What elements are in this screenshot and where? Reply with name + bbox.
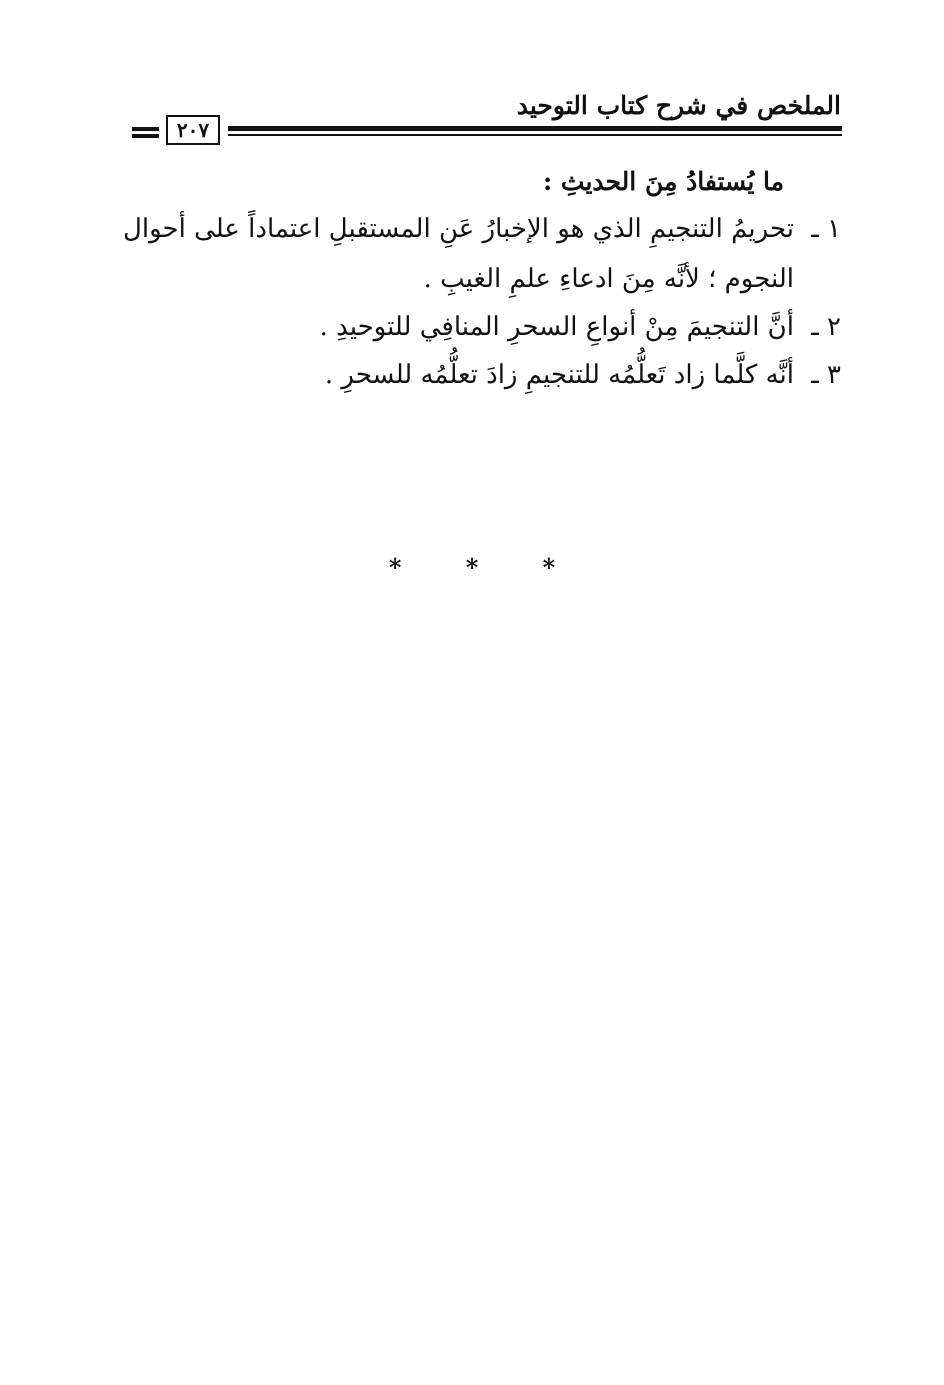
header-ornament-dash <box>132 134 159 138</box>
list-item-number: ٣ ـ <box>811 360 841 390</box>
section-separator: * * * <box>388 553 584 582</box>
list-item-text: أنَّ التنجيمَ مِنْ أنواعِ السحرِ المنافِي للتوحيدِ . <box>319 312 794 342</box>
list-item-number: ١ ـ <box>811 214 841 244</box>
page-number: ٢٠٧ <box>166 115 220 145</box>
list-item-text-continued: النجوم ؛ لأنَّه مِنَ ادعاءِ علمِ الغيبِ . <box>423 264 794 294</box>
list-item-text: تحريمُ التنجيمِ الذي هو الإخبارُ عَنِ المستقبلِ اعتماداً على أحوال <box>123 214 794 244</box>
list-item-text: أنَّه كلَّما زاد تَعلُّمُه للتنجيمِ زادَ تعلُّمُه للسحرِ . <box>324 360 794 390</box>
section-heading: ما يُستفادُ مِنَ الحديثِ : <box>542 167 784 196</box>
running-header-title: الملخص في شرح كتاب التوحيد <box>516 91 841 120</box>
list-item-number: ٢ ـ <box>811 312 841 342</box>
header-ornament-dash <box>132 127 159 131</box>
header-rule-thin <box>228 134 842 136</box>
header-rule-thick <box>228 126 842 131</box>
